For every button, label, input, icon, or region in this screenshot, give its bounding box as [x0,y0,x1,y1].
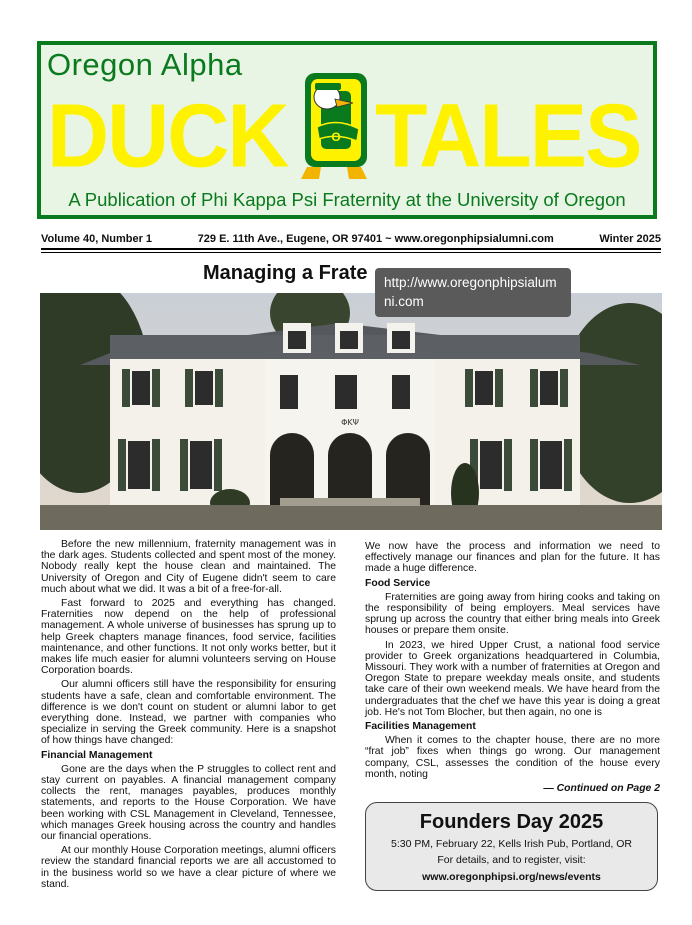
masthead-tales-word: TALES [375,85,641,187]
founders-day-box [365,802,658,891]
article-paragraph: When it comes to the chapter house, there are no more “frat job” fixes when things go wrong. Our management company, CSL, assesses the condition of the house every month, noting [365,735,660,780]
section-heading: Facilities Management [365,721,476,733]
founders-day-details: 5:30 PM, February 22, Kells Irish Pub, Portland, OR [390,838,633,850]
article-paragraph: Before the new millennium, fraternity management was in the dark ages. Students collected and spent most of the money. Nobody really kept the house clean and maintained. The University of Oregon and City of Eugene didn't seem to care much about what we did. It was a bit of a free-for-all. [41,539,336,595]
article-left-column [41,539,336,893]
house-crest-letters: ΦΚΨ [341,418,359,427]
article-paragraph: Fraternities are going away from hiring cooks and taking on the responsibility of being employers. Meal services have sprung up across the country that either bring meals into Greek houses or prepare them onsite. [365,591,660,637]
article-paragraph: Our alumni officers still have the responsibility for ensuring students have a safe, clean and comfortable environment. The difference is we don't count on student or alumni labor to get everything done. Instead, we partner with companies who specialize in serving the Greek community. Here is a snapshot of how things have changed: [41,679,336,747]
section-heading: Food Service [365,577,431,589]
continued-note: — Continued on Page 2 [543,783,660,794]
masthead-subtitle: A Publication of Phi Kappa Psi Fraternity at the University of Oregon [68,189,626,210]
section-heading: Financial Management [41,749,153,761]
address-website: 729 E. 11th Ave., Eugene, OR 97401 ~ www.oregonphipsialumni.com [197,233,554,245]
masthead [37,41,657,219]
issue-season: Winter 2025 [599,233,661,245]
founders-day-title: Founders Day 2025 [419,811,604,833]
founders-day-register: For details, and to register, visit: [437,854,586,866]
article-paragraph: Gone are the days when the P struggles to collect rent and stay current on payables. A financial management company collects the rent, manages payables, produces monthly statements, and reports to the House Corporation. We have been working with CSL Management in Cleveland, Tennessee, which manages Greek housing across the country and handles our financial operations. [41,763,336,843]
link-tooltip: http://www.oregonphipsialumni.com [375,268,571,317]
masthead-duck-word: DUCK [47,85,288,187]
article-paragraph: We now have the process and information we need to effectively manage our finances and plan for the future. It has made a huge difference. [365,541,660,575]
masthead-top-title: Oregon Alpha [47,47,243,82]
founders-day-link[interactable]: www.oregonphipsi.org/news/events [422,871,601,883]
logo-letter: O [331,130,341,144]
issue-info-line [41,233,661,245]
divider [41,252,661,253]
article-headline: Managing a Frate [203,262,368,284]
duck-o-logo-icon [297,67,377,183]
volume-number: Volume 40, Number 1 [41,233,153,245]
fraternity-house-photo [40,293,662,530]
article-paragraph: At our monthly House Corporation meetings, alumni officers review the standard financial reports we are all accustomed to in the business world so we have a clear picture of where we stand. [41,845,336,890]
divider [41,248,661,250]
article-paragraph: Fast forward to 2025 and everything has changed. Fraternities now depend on the help of professional management. A whole universe of businesses has sprung up to help Greek chapters manage finances, food service, facilities maintenance, and other functions. It not only works better, but it makes life much easier for alumni volunteers serving on House Corporation boards. [41,598,336,677]
article-paragraph: In 2023, we hired Upper Crust, a national food service provider to Greek organizations headquartered in Columbia, Missouri. They work with a number of fraternities at Oregon and Oregon State to prepare weekday meals onsite, and students take care of their own weekend meals. We have heard from the undergraduates that the chef we have this year is doing a great job. He's not Tom Blocher, but then again, no one is [365,639,660,718]
article-right-column [365,541,660,783]
